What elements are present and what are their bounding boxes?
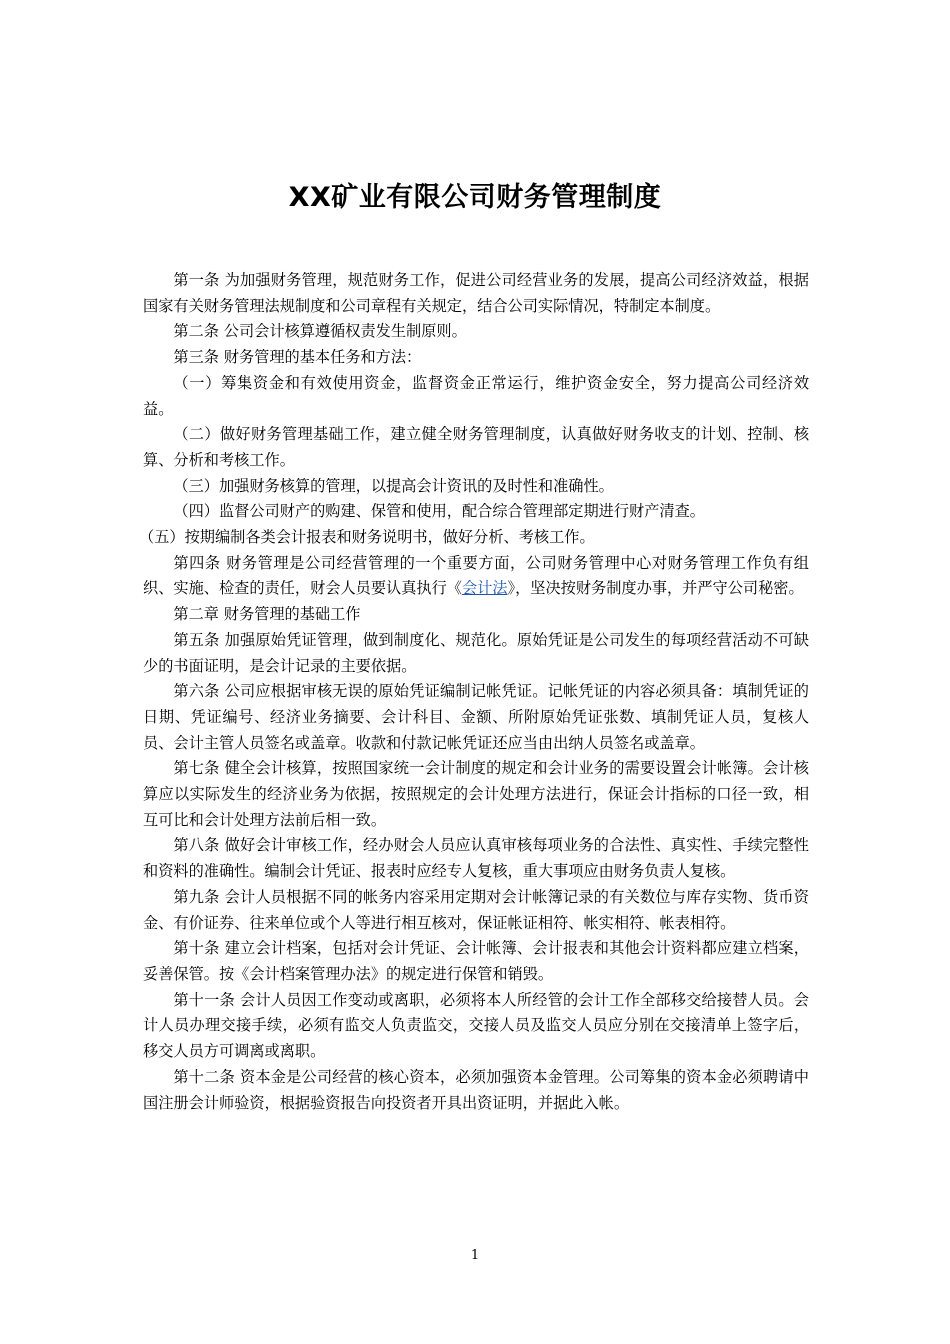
paragraph-item-1: （一）筹集资金和有效使用资金，监督资金正常运行，维护资金安全，努力提高公司经济效益。 (143, 373, 809, 418)
paragraph-article-11: 第十一条 会计人员因工作变动或离职，必须将本人所经管的会计工作全部移交给接替人员。会计人员办理交接手续，必须有监交人负责监交，交接人员及监交人员应分别在交接清单上签字后，移交人员方可调离或离职。 (143, 990, 809, 1061)
paragraph-article-9: 第九条 会计人员根据不同的帐务内容采用定期对会计帐簿记录的有关数位与库存实物、货币资金、有价证券、往来单位或个人等进行相互核对，保证帐证相符、帐实相符、帐表相符。 (143, 887, 809, 932)
paragraph-article-8: 第八条 做好会计审核工作，经办财会人员应认真审核每项业务的合法性、真实性、手续完整性和资料的准确性。编制会计凭证、报表时应经专人复核，重大事项应由财务负责人复核。 (143, 836, 809, 881)
document-title: XX矿业有限公司财务管理制度 (288, 182, 662, 213)
paragraph-article-12: 第十二条 资本金是公司经营的核心资本，必须加强资本金管理。公司筹集的资本金必须聘请中国注册会计师验资，根据验资报告向投资者开具出资证明，并据此入帐。 (143, 1067, 809, 1112)
paragraph-article-5: 第五条 加强原始凭证管理，做到制度化、规范化。原始凭证是公司发生的每项经营活动不可缺少的书面证明，是会计记录的主要依据。 (143, 630, 809, 675)
paragraph-item-2: （二）做好财务管理基础工作，建立健全财务管理制度，认真做好财务收支的计划、控制、核算、分析和考核工作。 (143, 425, 809, 469)
document-body (139, 268, 809, 1116)
paragraph-article-10: 第十条 建立会计档案，包括对会计凭证、会计帐簿、会计报表和其他会计资料都应建立档案，妥善保管。按《会计档案管理办法》的规定进行保管和销毁。 (143, 939, 809, 983)
paragraph-article-1: 第一条 为加强财务管理，规范财务工作，促进公司经营业务的发展，提高公司经济效益，根据国家有关财务管理法规制度和公司章程有关规定，结合公司实际情况，特制定本制度。 (143, 271, 809, 315)
paragraph-item-4: （四）监督公司财产的购建、保管和使用，配合综合管理部定期进行财产清查。 (173, 502, 705, 521)
chapter-2-heading: 第二章 财务管理的基础工作 (173, 605, 361, 624)
article-4-text-start: 第四条 财务管理是公司经营管理的一个重要方面，公司财务管理中心对财务管理工作负有组织、实施、检查的责任，财会人员要认真执行《 (143, 553, 809, 598)
paragraph-article-4 (143, 551, 809, 602)
accounting-law-link[interactable]: 会计法 (461, 579, 508, 598)
paragraph-article-3: 第三条 财务管理的基本任务和方法： (173, 348, 422, 367)
paragraph-article-6: 第六条 公司应根据审核无误的原始凭证编制记帐凭证。记帐凭证的内容必须具备：填制凭证的日期、凭证编号、经济业务摘要、会计科目、金额、所附原始凭证张数、填制凭证人员，复核人员、会计主管人员签名或盖章。收款和付款记帐凭证还应当由出纳人员签名或盖章。 (143, 682, 809, 752)
paragraph-item-3: （三）加强财务核算的管理，以提高会计资讯的及时性和准确性。 (173, 476, 614, 495)
paragraph-item-5: （五）按期编制各类会计报表和财务说明书，做好分析、考核工作。 (139, 528, 595, 547)
article-4-text-end: 》，坚决按财务制度办事，并严守公司秘密。 (507, 579, 804, 598)
paragraph-article-2: 第二条 公司会计核算遵循权责发生制原则。 (173, 322, 467, 341)
paragraph-article-7: 第七条 健全会计核算，按照国家统一会计制度的规定和会计业务的需要设置会计帐簿。会计核算应以实际发生的经济业务为依据，按照规定的会计处理方法进行，保证会计指标的口径一致，相互可比和会计处理方法前后相一致。 (143, 759, 809, 829)
page-number: 1 (470, 1248, 480, 1263)
